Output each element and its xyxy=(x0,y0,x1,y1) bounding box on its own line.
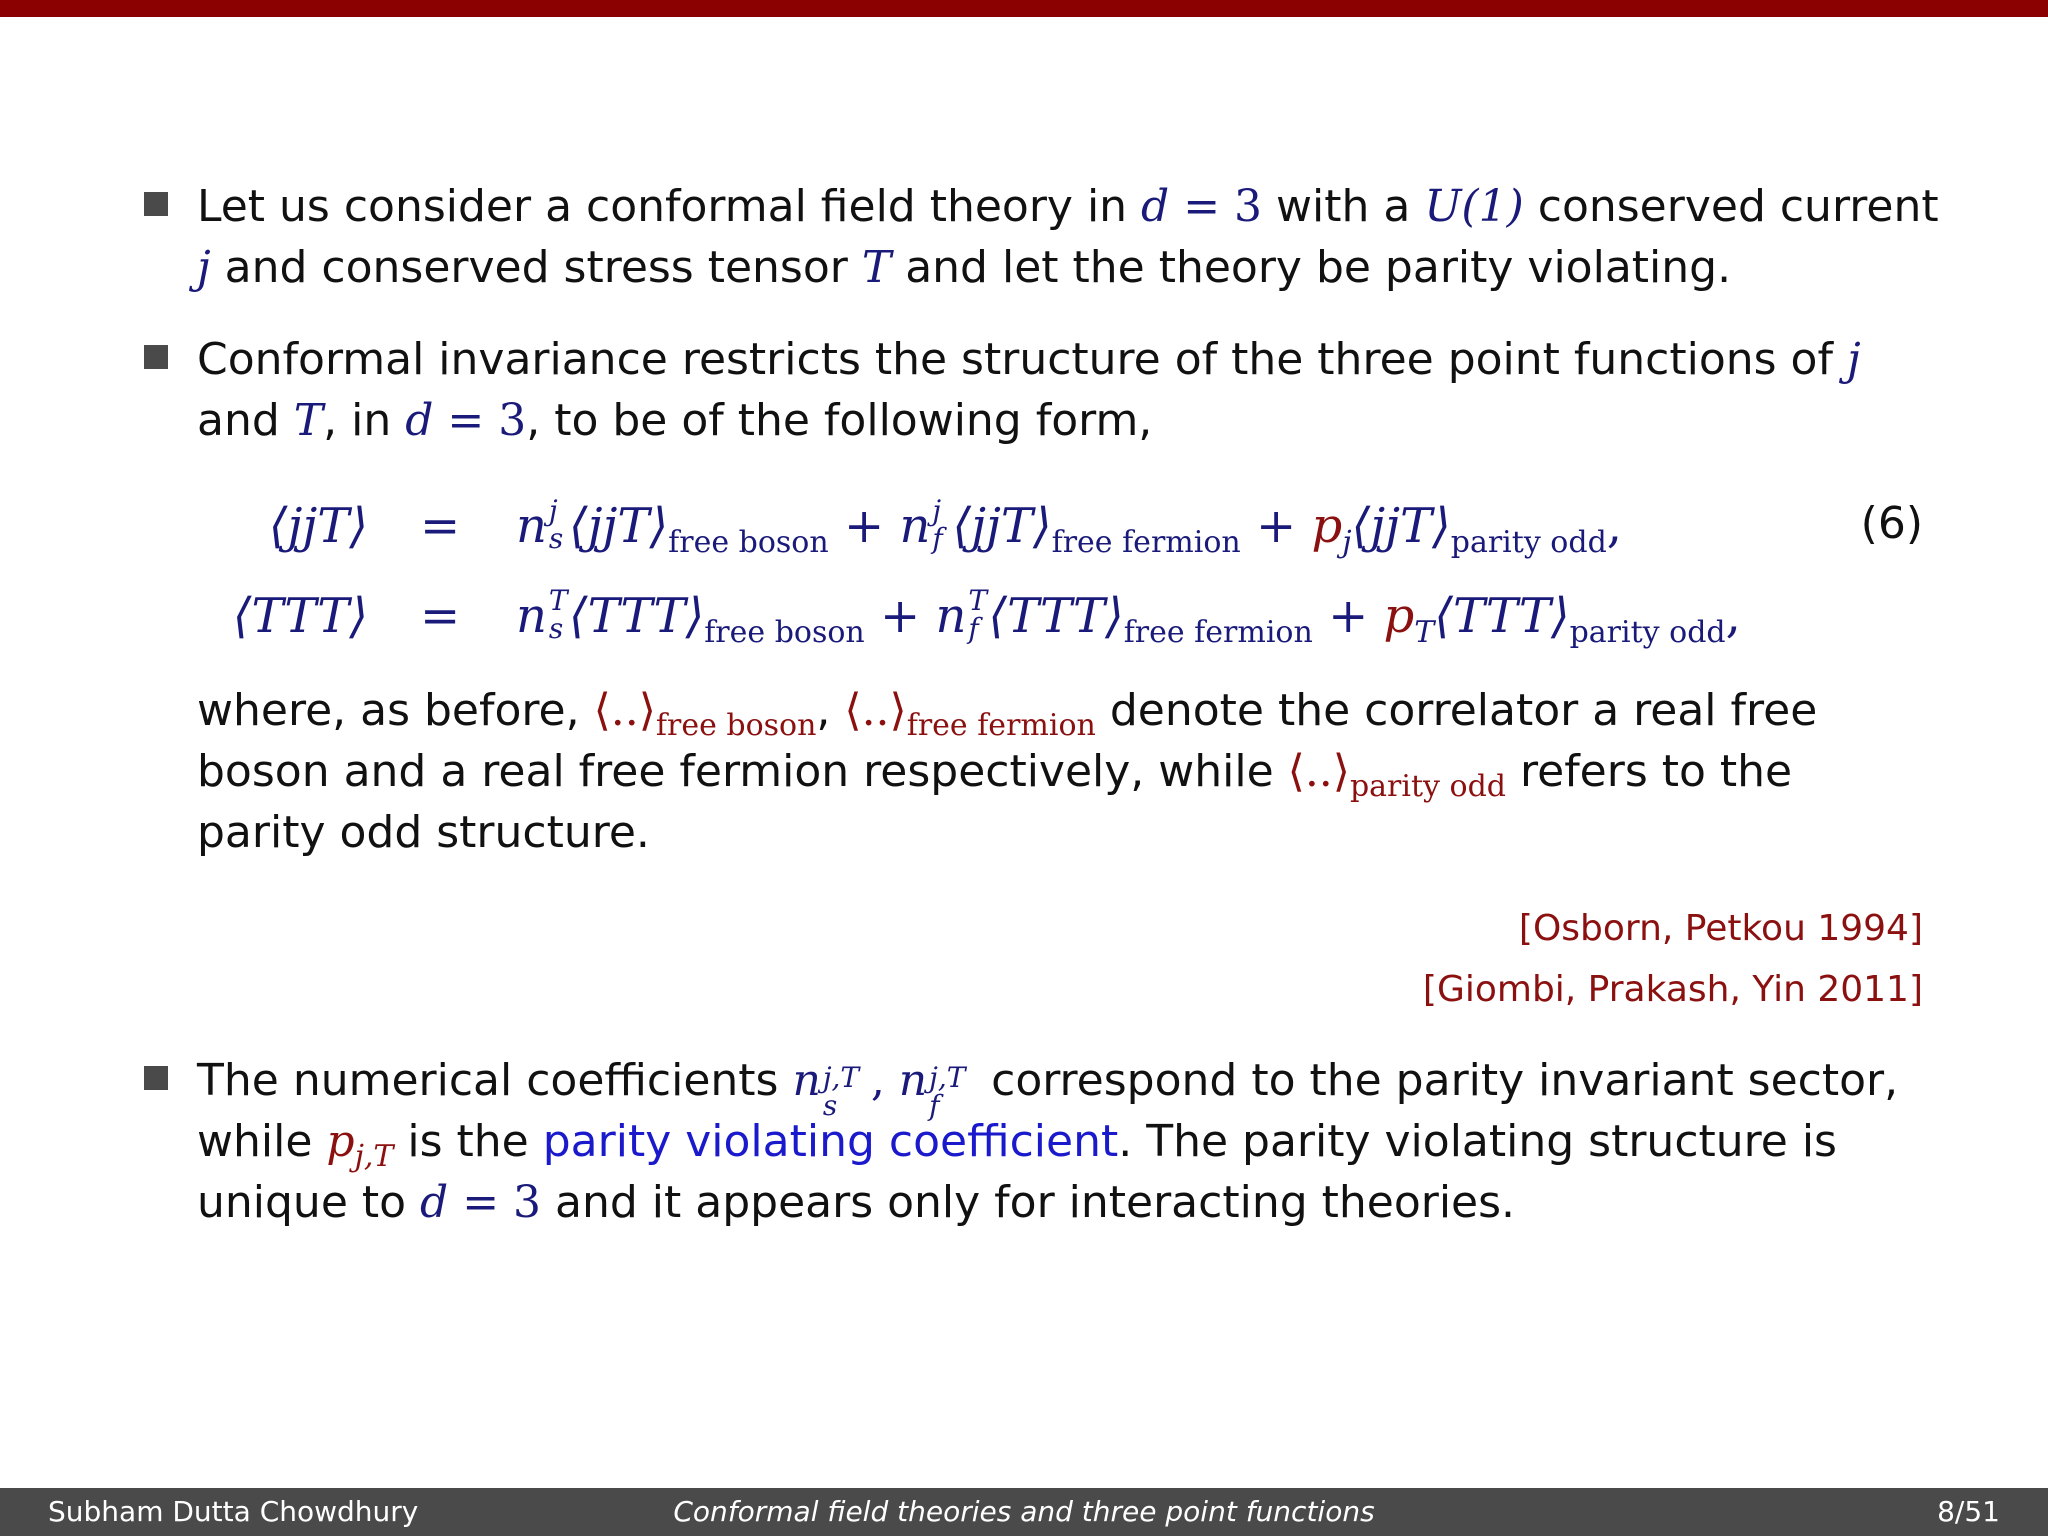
supsub xyxy=(821,1061,871,1122)
where-paragraph xyxy=(197,680,1927,863)
bracket: ⟨..⟩ xyxy=(593,685,656,736)
text: . The parity violating structure is xyxy=(1118,1116,1837,1167)
math-d: d xyxy=(1141,181,1170,232)
bracket: ⟨..⟩ xyxy=(1287,746,1350,797)
text: conserved current xyxy=(1523,181,1939,232)
plus: + xyxy=(1312,588,1384,644)
references xyxy=(1423,898,1923,1020)
equals-sign: = xyxy=(420,588,461,644)
coef-p: p xyxy=(326,1116,355,1167)
supsub xyxy=(966,583,988,645)
text: , in xyxy=(323,395,406,446)
math-d: d xyxy=(420,1177,449,1228)
text: refers to the xyxy=(1506,746,1793,797)
bullet-marker-2 xyxy=(144,345,168,369)
subscript: free fermion xyxy=(1123,615,1313,650)
text: Conformal invariance restricts the structure of the three point functions of xyxy=(197,334,1847,385)
coef-n: n xyxy=(899,498,931,554)
coef-n: n xyxy=(898,1055,928,1106)
p-subscript: j,T xyxy=(354,1139,394,1174)
text: and let the theory be parity violating. xyxy=(891,242,1732,293)
coef-p: p xyxy=(1311,498,1343,554)
text: and xyxy=(197,395,294,446)
sub: f xyxy=(929,1089,940,1122)
bullet-3-text xyxy=(197,1050,1927,1233)
text: and it appears only for interacting theories. xyxy=(541,1177,1516,1228)
text: denote the correlator a real free xyxy=(1095,685,1818,736)
math-eq: = 3 xyxy=(433,395,527,446)
equation-number: (6) xyxy=(1860,498,1923,549)
equation-row-TTT xyxy=(0,583,2048,658)
subscript: free fermion xyxy=(1051,525,1241,560)
parity-violating-coefficient-link[interactable]: parity violating coefficient xyxy=(542,1116,1119,1167)
bracket: ⟨..⟩ xyxy=(844,685,907,736)
subscript: parity odd xyxy=(1569,615,1726,650)
equals-sign: = xyxy=(420,498,461,554)
bullet-marker-3 xyxy=(144,1066,168,1090)
coef-n: n xyxy=(516,588,547,644)
footer-title: Conformal field theories and three point functions xyxy=(673,1495,1375,1528)
subscript: free boson xyxy=(704,615,865,650)
math-T: T xyxy=(861,242,892,293)
sup: j,T xyxy=(929,1061,966,1094)
correlator: ⟨jjT⟩ xyxy=(952,498,1052,554)
sup: j xyxy=(548,493,558,527)
text: and conserved stress tensor xyxy=(210,242,862,293)
plus: + xyxy=(864,588,936,644)
equation-rhs xyxy=(516,493,1623,560)
comma: , xyxy=(1606,498,1623,554)
coef-n: n xyxy=(516,498,547,554)
reference-link[interactable]: [Giombi, Prakash, Yin 2011] xyxy=(1422,969,1923,1010)
page-number: 8/51 xyxy=(1937,1495,2000,1528)
subscript: free boson xyxy=(655,708,817,743)
supsub xyxy=(927,1061,977,1122)
coef-p: p xyxy=(1383,588,1415,644)
correlator: ⟨TTT⟩ xyxy=(1434,588,1570,644)
math-eq: = 3 xyxy=(1169,181,1263,232)
subscript: parity odd xyxy=(1349,769,1507,804)
sub: f xyxy=(932,521,943,555)
sub: f xyxy=(968,611,979,645)
math-T: T xyxy=(293,395,324,446)
subscript: free boson xyxy=(668,525,829,560)
correlator: ⟨TTT⟩ xyxy=(988,588,1124,644)
bullet-marker-1 xyxy=(144,192,168,216)
math-j: j xyxy=(197,242,211,293)
top-accent-bar xyxy=(0,0,2048,17)
sub: s xyxy=(548,521,564,555)
subscript: parity odd xyxy=(1450,525,1607,560)
correlator: ⟨jjT⟩ xyxy=(568,498,669,554)
text: , to be of the following form, xyxy=(526,395,1153,446)
sub: s xyxy=(822,1089,838,1122)
math-d: d xyxy=(405,395,434,446)
text: while xyxy=(197,1116,327,1167)
sup: T xyxy=(968,583,988,617)
sub: s xyxy=(548,611,564,645)
math-u1: U(1) xyxy=(1424,181,1524,232)
sup: T xyxy=(548,583,568,617)
text: boson and a real free fermion respectively, while xyxy=(197,746,1288,797)
math-j: j xyxy=(1846,334,1861,385)
text: The numerical coefficients xyxy=(197,1055,793,1106)
text: correspond to the parity invariant sector, xyxy=(977,1055,1899,1106)
bullet-2-text xyxy=(197,329,1927,451)
coef-n: n xyxy=(792,1055,821,1106)
p-subscript: j xyxy=(1342,525,1352,560)
equation-lhs: ⟨TTT⟩ xyxy=(232,588,368,644)
coef-n: n xyxy=(935,588,967,644)
equation-rhs xyxy=(516,583,1741,650)
text: with a xyxy=(1262,181,1425,232)
separator: , xyxy=(870,1055,899,1106)
equation-row-jjT xyxy=(0,493,2048,568)
sup: j xyxy=(932,493,942,527)
correlator: ⟨TTT⟩ xyxy=(568,588,705,644)
supsub xyxy=(547,493,569,555)
text: parity odd structure. xyxy=(197,807,650,858)
subscript: free fermion xyxy=(906,708,1096,743)
sup: j,T xyxy=(822,1061,860,1094)
correlator: ⟨jjT⟩ xyxy=(1351,498,1451,554)
equation-lhs: ⟨jjT⟩ xyxy=(268,498,368,554)
text: where, as before, xyxy=(197,685,594,736)
supsub xyxy=(930,493,952,555)
plus: + xyxy=(828,498,900,554)
footer-bar xyxy=(0,1488,2048,1536)
footer-author: Subham Dutta Chowdhury xyxy=(48,1495,419,1528)
plus: + xyxy=(1240,498,1312,554)
text: unique to xyxy=(197,1177,421,1228)
bullet-1-text xyxy=(197,176,1939,298)
text: Let us consider a conformal field theory in xyxy=(197,181,1142,232)
text: is the xyxy=(393,1116,543,1167)
comma: , xyxy=(1725,588,1741,644)
text: , xyxy=(816,685,845,736)
p-subscript: T xyxy=(1414,615,1435,650)
math-eq: = 3 xyxy=(448,1177,542,1228)
supsub xyxy=(547,583,569,645)
reference-link[interactable]: [Osborn, Petkou 1994] xyxy=(1518,908,1923,949)
